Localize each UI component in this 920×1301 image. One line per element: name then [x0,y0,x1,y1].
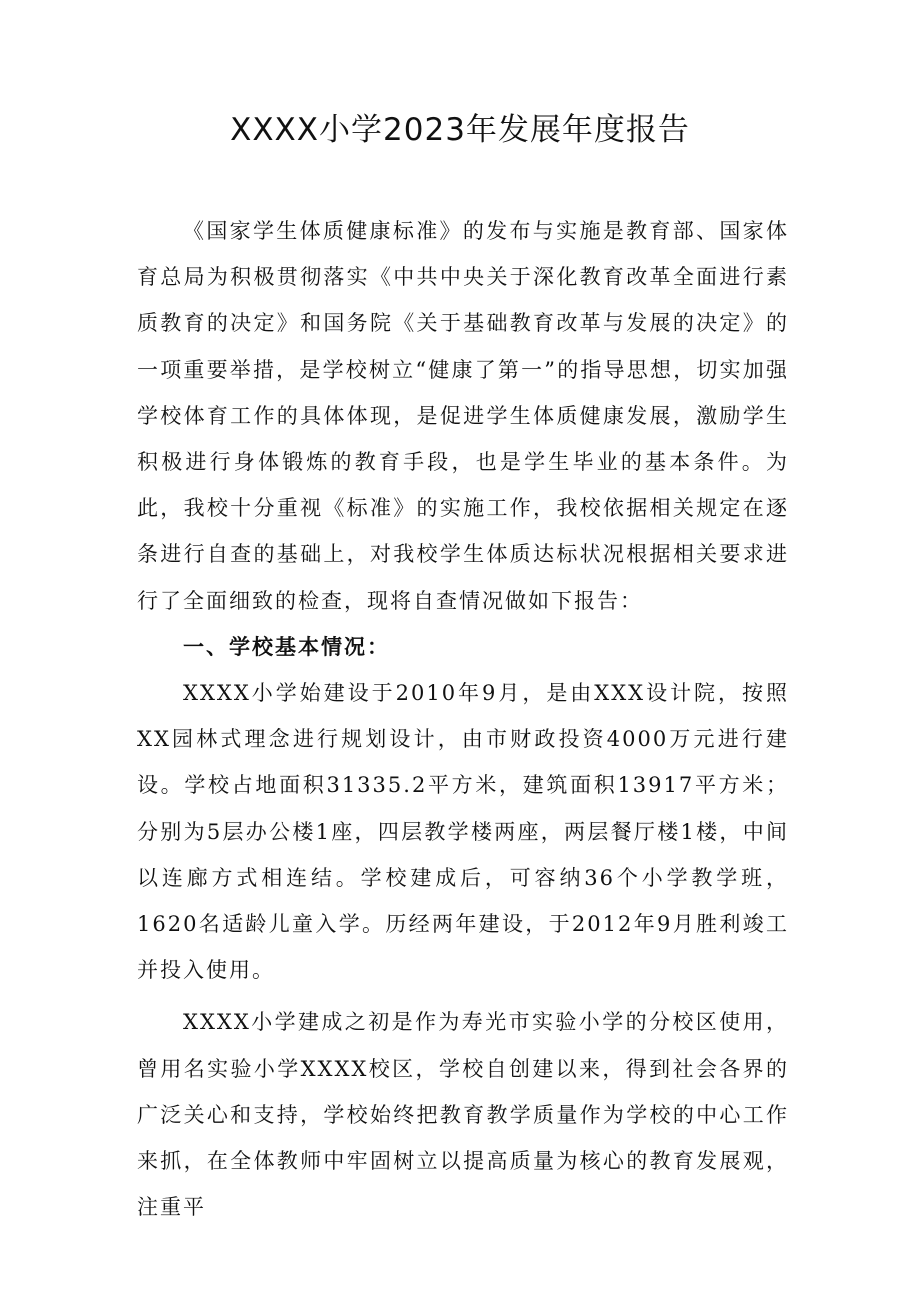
school-history-paragraph: XXXX小学始建设于2010年9月，是由XXX设计院，按照XX园林式理念进行规划设计，由市财政投资4000万元进行建设。学校占地面积31335.2平方米，建筑面积13917平方米；分别为5层办公楼1座，四层教学楼两座，两层餐厅楼1楼，中间以连廊方式相连结。学校建成后，可容纳36个小学教学班，1620名适龄儿童入学。历经两年建设，于2012年9月胜利竣工并投入使用。 [137,681,789,983]
document-title: XXXX小学2023年发展年度报告 [230,112,690,148]
intro-paragraph: 《国家学生体质健康标准》的发布与实施是教育部、国家体育总局为积极贯彻落实《中共中央关于深化教育改革全面进行素质教育的决定》和国务院《关于基础教育改革与发展的决定》的一项重要举措，是学校树立“健康了第一”的指导思想，切实加强学校体育工作的具体体现，是促进学生体质健康发展，激励学生积极进行身体锻炼的教育手段，也是学生毕业的基本条件。为此，我校十分重视《标准》的实施工作，我校依据相关规定在逐条进行自查的基础上，对我校学生体质达标状况根据相关要求进行了全面细致的检查，现将自查情况做如下报告： [137,219,789,613]
school-development-paragraph: XXXX小学建成之初是作为寿光市实验小学的分校区使用，曾用名实验小学XXXX校区，学校自创建以来，得到社会各界的广泛关心和支持，学校始终把教育教学质量作为学校的中心工作来抓，在全体教师中牢固树立以提高质量为核心的教育发展观，注重平 [137,1010,789,1220]
section-heading-basic-info: 一、学校基本情况： [183,634,390,659]
document-body [137,208,789,1230]
